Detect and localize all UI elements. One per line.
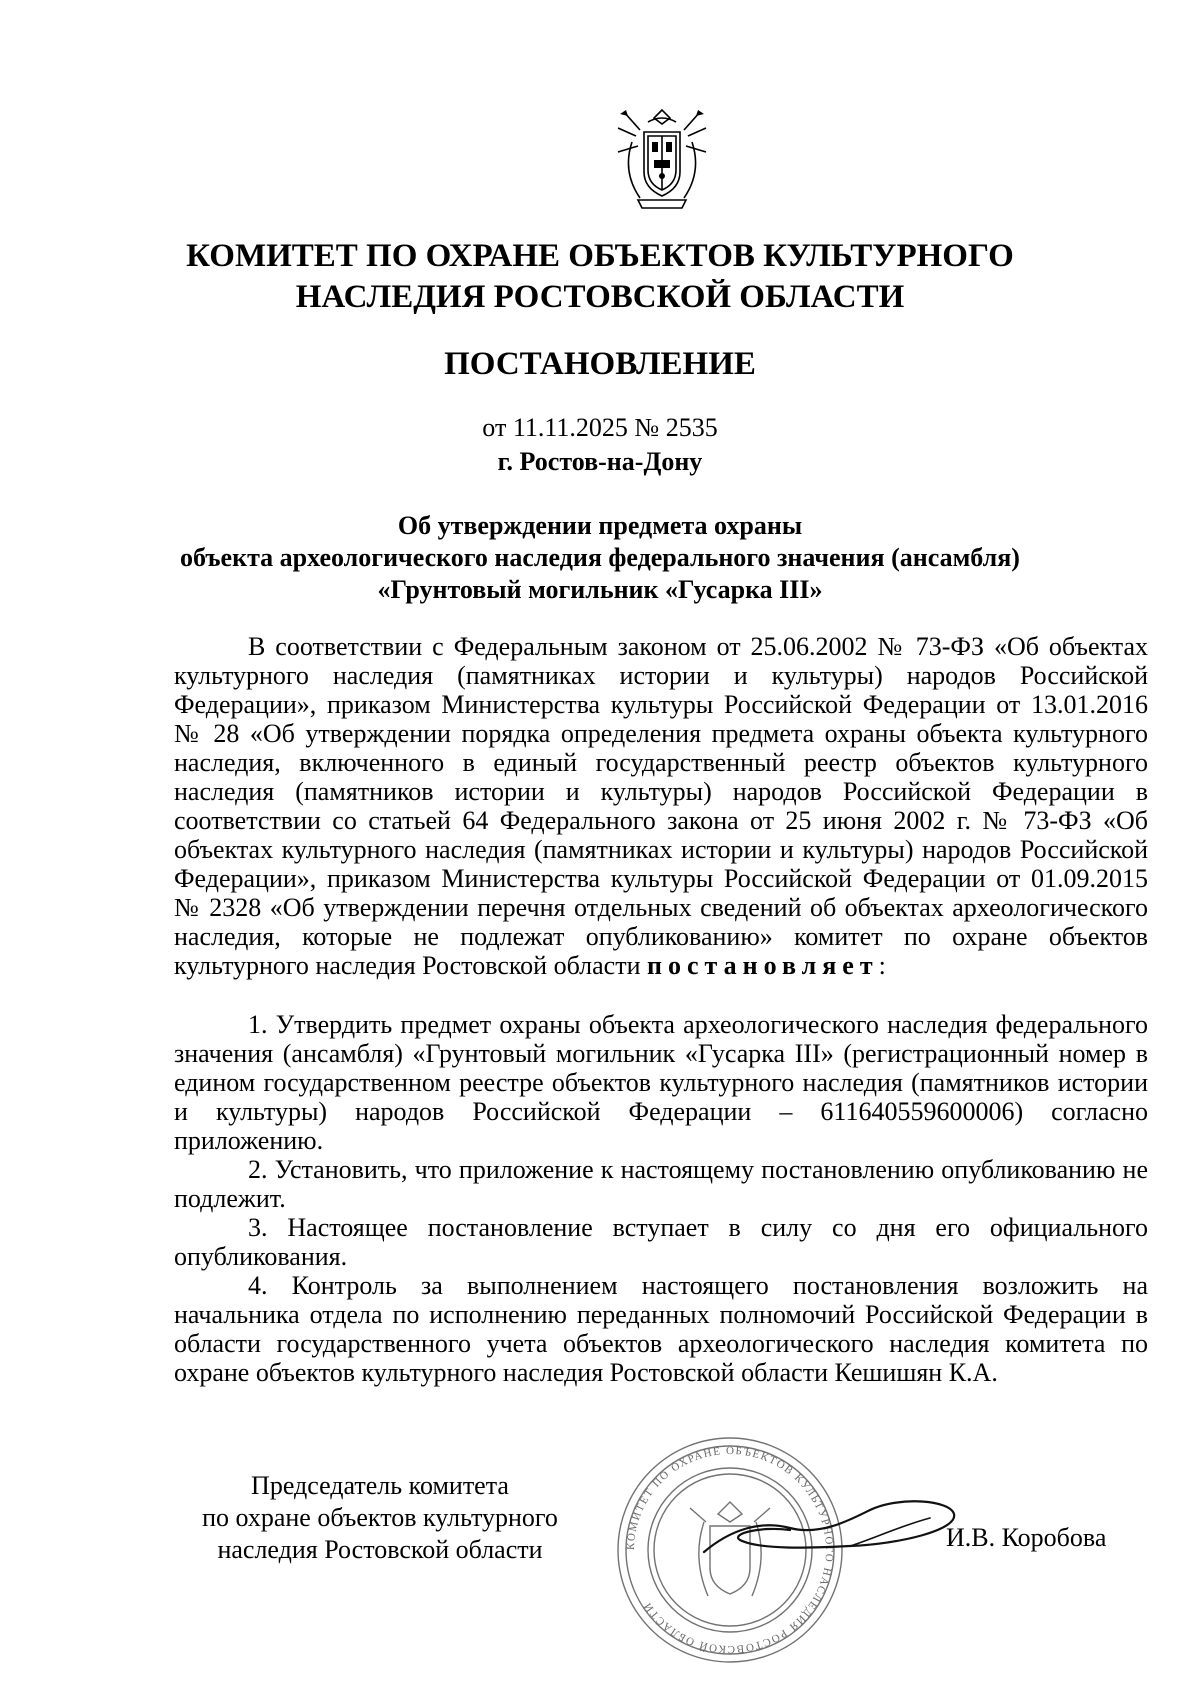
position-line-1: Председатель комитета [251, 1471, 509, 1500]
date-number: от 11.11.2025 № 2535 [482, 413, 718, 442]
list-item: 1. Утвердить предмет охраны объекта археологического наследия федерального значения (ансамбля) «Грунтовый могильник «Гусарка III» (регистрационный номер в едином государственном реестре объектов культурного наследия (памятников истории и культуры) народов Российской Федерации – 611640559600006) согласно приложению. [174, 1010, 1148, 1155]
handwritten-signature-icon [700, 1490, 960, 1580]
position-line-3: наследия Ростовской области [217, 1535, 543, 1564]
document-type: ПОСТАНОВЛЕНИЕ [444, 346, 756, 382]
organization-name [0, 236, 1200, 318]
coat-of-arms-icon [610, 102, 714, 212]
signatory-position [160, 1470, 600, 1566]
preamble-colon: : [878, 951, 886, 980]
subject-line-3: «Грунтовый могильник «Гусарка III» [377, 575, 823, 604]
preamble-text: В соответствии с Федеральным законом от 25.06.2002 № 73-ФЗ «Об объектах культурного наследия (памятниках истории и культуры) народов Российской Федерации», приказом Министерства культуры Российской Федерации от 13.01.2016 № 28 «Об утверждении порядка определения предмета охраны объекта культурного наследия, включенного в единый государственный реестр объектов культурного наследия (памятников истории и культуры) народов Российской Федерации в соответствии со статьей 64 Федерального закона от 25 июня 2002 г. № 73-ФЗ «Об объектах культурного наследия (памятниках истории и культуры) народов Российской Федерации», приказом Министерства культуры Российской Федерации от 01.09.2015 № 2328 «Об утверждении перечня отдельных сведений об объектах археологического наследия, которые не подлежат опубликованию» комитет по охране объектов культурного наследия Ростовской области [174, 632, 1148, 980]
list-item: 3. Настоящее постановление вступает в силу со дня его официального опубликования. [174, 1213, 1148, 1271]
subject-line-1: Об утверждении предмета охраны [397, 511, 803, 540]
signatory-name: И.В. Коробова [946, 1523, 1107, 1552]
list-item: 2. Установить, что приложение к настоящему постановлению опубликованию не подлежит. [174, 1155, 1148, 1213]
document-body [174, 632, 1148, 1387]
decree-word: постановляет [647, 951, 879, 980]
city: г. Ростов-на-Дону [497, 447, 703, 476]
org-line-2: НАСЛЕДИЯ РОСТОВСКОЙ ОБЛАСТИ [295, 279, 905, 315]
seal-text: КОМИТЕТ ПО ОХРАНЕ ОБЪЕКТОВ КУЛЬТУРНОГО НАСЛЕДИЯ РОСТОВСКОЙ ОБЛАСТИ [624, 1444, 836, 1656]
preamble-paragraph [174, 632, 1148, 980]
document-subject [150, 510, 1050, 606]
subject-line-2: объекта археологического наследия федерального значения (ансамбля) [180, 543, 1020, 572]
position-line-2: по охране объектов культурного [202, 1503, 558, 1532]
list-item: 4. Контроль за выполнением настоящего постановления возложить на начальника отдела по исполнению переданных полномочий Российской Федерации в области государственного учета объектов археологического наследия комитета по охране объектов культурного наследия Ростовской области Кешишян К.А. [174, 1271, 1148, 1387]
org-line-1: КОМИТЕТ ПО ОХРАНЕ ОБЪЕКТОВ КУЛЬТУРНОГО [186, 238, 1014, 274]
